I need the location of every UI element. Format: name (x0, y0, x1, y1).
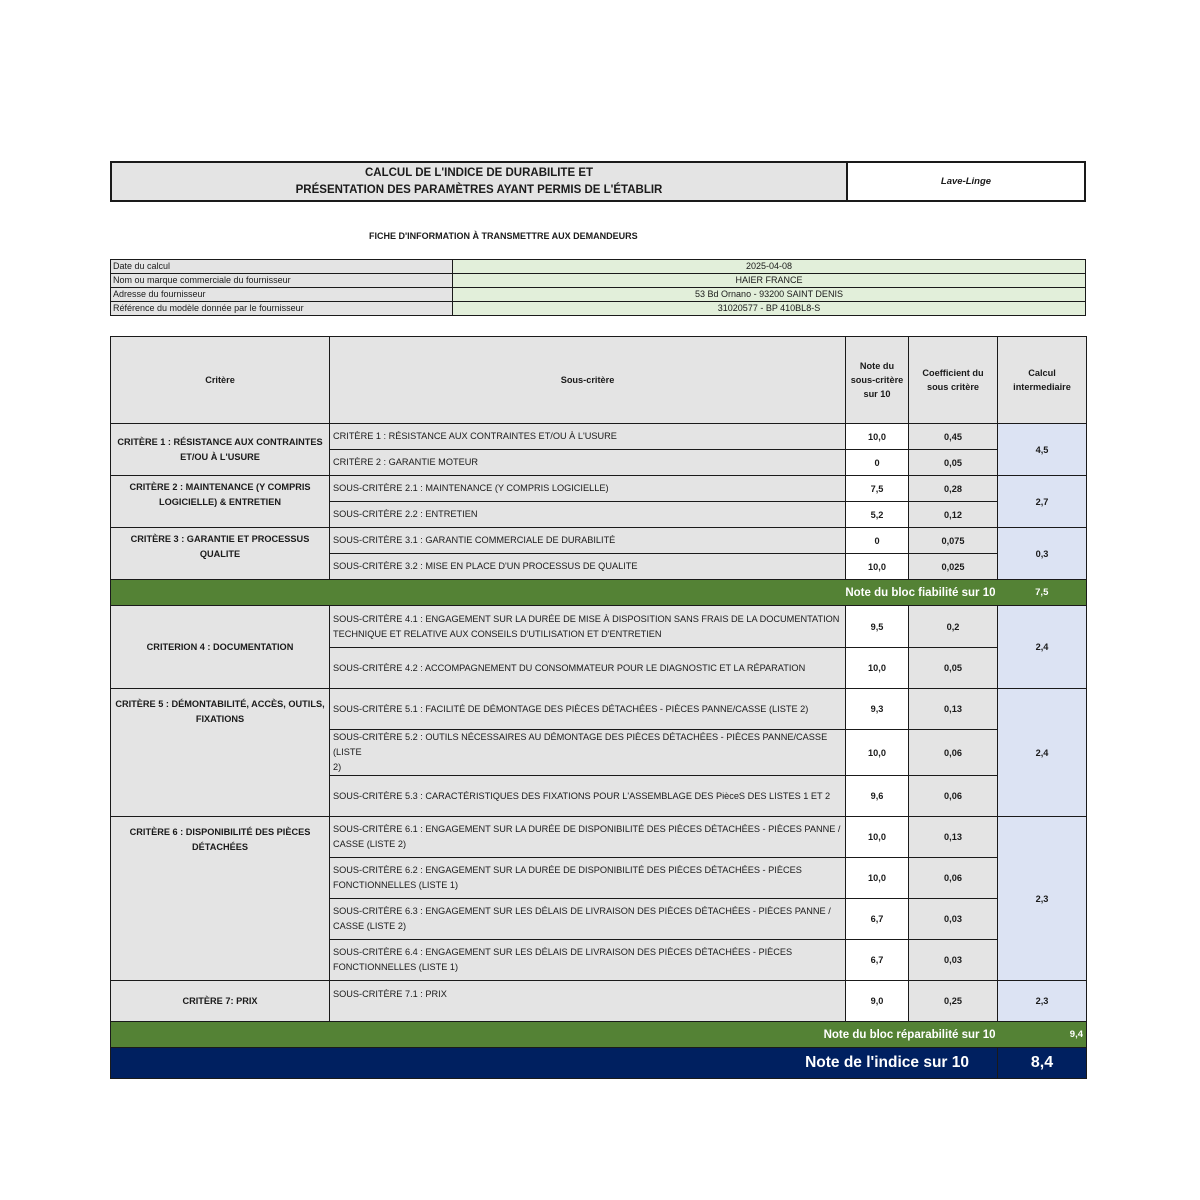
criterion-label-line: CRITÈRE 5 : DÉMONTABILITÉ, ACCÈS, OUTILS, (115, 699, 325, 709)
sub-criterion-note: 9,6 (846, 776, 909, 817)
title-line-1: CALCUL DE L'INDICE DE DURABILITE ET (364, 166, 594, 179)
info-row (111, 260, 1086, 274)
sub-criterion-coef: 0,13 (909, 689, 998, 730)
criterion-4: CRITERION 4 : DOCUMENTATION (111, 606, 330, 689)
sub-criterion-label: SOUS-CRITÈRE 2.1 : MAINTENANCE (Y COMPRIS LOGICIELLE) (330, 476, 846, 502)
sub-criterion-line: FONCTIONNELLES (LISTE 1) (333, 880, 459, 890)
header-sous-critere: Sous-critère (330, 337, 846, 424)
table-row (111, 528, 1087, 554)
info-label: Référence du modèle donnée par le fournisseur (111, 302, 453, 316)
bloc-fiabilite-row (111, 580, 1087, 606)
sub-criterion-label (330, 817, 846, 858)
sub-criterion-label: SOUS-CRITÈRE 3.1 : GARANTIE COMMERCIALE DE DURABILITÉ (330, 528, 846, 554)
sub-criterion-coef: 0,03 (909, 940, 998, 981)
sub-criterion-note: 10,0 (846, 817, 909, 858)
sub-criterion-line: SOUS-CRITÈRE 4.1 : ENGAGEMENT SUR LA DURÉE DE MISE À DISPOSITION SANS FRAIS DE LA DOCUMENTATION (333, 613, 840, 624)
sub-criterion-label: SOUS-CRITÈRE 5.1 : FACILITÉ DE DÉMONTAGE DES PIÈCES DÉTACHÉES - PIÈCES PANNE/CASSE (LISTE 2) (330, 689, 846, 730)
sub-criterion-coef: 0,06 (909, 776, 998, 817)
sub-criterion-label: CRITÈRE 1 : RÉSISTANCE AUX CONTRAINTES ET/OU À L'USURE (330, 424, 846, 450)
indice-value: 8,4 (998, 1048, 1087, 1079)
sub-criterion-coef: 0,06 (909, 858, 998, 899)
info-label: Adresse du fournisseur (111, 288, 453, 302)
title-box (110, 161, 1086, 202)
sub-criterion-line: CASSE (LISTE 2) (333, 921, 407, 931)
table-row (111, 689, 1087, 730)
sub-criterion-label (330, 940, 846, 981)
bloc-reparabilite-value: 9,4 (998, 1022, 1087, 1048)
criterion-2 (111, 476, 330, 528)
sub-criterion-line: FONCTIONNELLES (LISTE 1) (333, 962, 459, 972)
sub-criterion-coef: 0,05 (909, 648, 998, 689)
criterion-calc: 2,3 (998, 981, 1087, 1022)
sub-criterion-coef: 0,06 (909, 730, 998, 776)
sub-criterion-coef: 0,075 (909, 528, 998, 554)
sub-criterion-coef: 0,25 (909, 981, 998, 1022)
header-note-line: sur 10 (863, 389, 891, 399)
info-label: Date du calcul (111, 260, 453, 274)
sub-criterion-label: SOUS-CRITÈRE 3.2 : MISE EN PLACE D'UN PROCESSUS DE QUALITE (330, 554, 846, 580)
table-row (111, 817, 1087, 858)
criterion-label-line: CRITÈRE 3 : GARANTIE ET PROCESSUS (130, 534, 310, 544)
sub-criterion-label (330, 858, 846, 899)
bloc-reparabilite-label: Note du bloc réparabilité sur 10 (111, 1022, 998, 1048)
info-label: Nom ou marque commerciale du fournisseur (111, 274, 453, 288)
sub-criterion-label (330, 606, 846, 648)
criterion-calc: 2,4 (998, 606, 1087, 689)
sub-criterion-note: 6,7 (846, 899, 909, 940)
indice-label: Note de l'indice sur 10 (111, 1048, 998, 1079)
criterion-label-line: CRITÈRE 2 : MAINTENANCE (Y COMPRIS (129, 482, 311, 492)
sub-criterion-note: 0 (846, 450, 909, 476)
document-title (112, 163, 848, 200)
criterion-calc: 2,7 (998, 476, 1087, 528)
title-line-2: PRÉSENTATION DES PARAMÈTRES AYANT PERMIS DE L'ÉTABLIR (295, 183, 663, 196)
header-calc-line: Calcul (1028, 368, 1056, 378)
info-row (111, 288, 1086, 302)
sub-criterion-label: CRITÈRE 2 : GARANTIE MOTEUR (330, 450, 846, 476)
fiche-title: FICHE D'INFORMATION À TRANSMETTRE AUX DEMANDEURS (369, 231, 638, 241)
durability-table (110, 336, 1087, 1079)
criterion-label-line: CRITÈRE 1 : RÉSISTANCE AUX CONTRAINTES (117, 436, 323, 447)
sub-criterion-note: 6,7 (846, 940, 909, 981)
supplier-info-table (110, 259, 1086, 316)
sub-criterion-note: 5,2 (846, 502, 909, 528)
sub-criterion-line: SOUS-CRITÈRE 5.2 : OUTILS NÉCESSAIRES AU DÉMONTAGE DES PIÈCES DÉTACHÉES - PIÈCES PANNE/CASSE (LISTE (333, 732, 828, 757)
sub-criterion-coef: 0,025 (909, 554, 998, 580)
sub-criterion-note: 10,0 (846, 858, 909, 899)
criterion-6 (111, 817, 330, 981)
table-row (111, 424, 1087, 450)
header-critere: Critère (111, 337, 330, 424)
criterion-label-line: QUALITE (199, 549, 241, 559)
criterion-calc: 0,3 (998, 528, 1087, 580)
sub-criterion-coef: 0,2 (909, 606, 998, 648)
table-row (111, 981, 1087, 1022)
bloc-fiabilite-label: Note du bloc fiabilité sur 10 (111, 580, 998, 606)
sub-criterion-label (330, 730, 846, 776)
sub-criterion-line: TECHNIQUE ET RELATIVE AUX CONSEILS D'UTILISATION ET D'ENTRETIEN (333, 628, 662, 639)
header-note-line: Note du (859, 361, 895, 371)
header-calcul (998, 337, 1087, 424)
header-note (846, 337, 909, 424)
header-calc-line: intermediaire (1013, 382, 1071, 392)
sub-criterion-line: SOUS-CRITÈRE 6.2 : ENGAGEMENT SUR LA DURÉE DE DISPONIBILITÉ DES PIÈCES DÉTACHÉES - PIÈCES (333, 865, 802, 875)
sub-criterion-line: SOUS-CRITÈRE 6.1 : ENGAGEMENT SUR LA DURÉE DE DISPONIBILITÉ DES PIÈCES DÉTACHÉES - PIÈCES PANNE / (333, 824, 841, 834)
sub-criterion-coef: 0,13 (909, 817, 998, 858)
table-row (111, 476, 1087, 502)
sub-criterion-note: 10,0 (846, 424, 909, 450)
bloc-fiabilite-value: 7,5 (998, 580, 1087, 606)
sub-criterion-coef: 0,45 (909, 424, 998, 450)
product-type: Lave-Linge (940, 176, 992, 187)
header-note-line: sous-critère (850, 375, 904, 385)
sub-criterion-line: CASSE (LISTE 2) (333, 839, 407, 849)
header-coef-line: sous critère (926, 382, 980, 392)
sub-criterion-note: 9,5 (846, 606, 909, 648)
sub-criterion-coef: 0,12 (909, 502, 998, 528)
sub-criterion-label: SOUS-CRITÈRE 7.1 : PRIX (330, 981, 846, 1022)
sub-criterion-coef: 0,28 (909, 476, 998, 502)
sub-criterion-note: 9,0 (846, 981, 909, 1022)
criterion-calc: 2,4 (998, 689, 1087, 817)
sub-criterion-note: 9,3 (846, 689, 909, 730)
info-row (111, 302, 1086, 316)
sub-criterion-coef: 0,05 (909, 450, 998, 476)
table-row (111, 606, 1087, 648)
sub-criterion-note: 7,5 (846, 476, 909, 502)
sub-criterion-label: SOUS-CRITÈRE 4.2 : ACCOMPAGNEMENT DU CONSOMMATEUR POUR LE DIAGNOSTIC ET LA RÉPARATION (330, 648, 846, 689)
criterion-label-line: CRITÈRE 6 : DISPONIBILITÉ DES PIÈCES (129, 827, 311, 837)
info-value: 31020577 - BP 410BL8-S (453, 302, 1086, 316)
info-value: 2025-04-08 (453, 260, 1086, 274)
criterion-label-line: DÉTACHÉES (192, 842, 248, 852)
indice-row (111, 1048, 1087, 1079)
sub-criterion-line: SOUS-CRITÈRE 6.4 : ENGAGEMENT SUR LES DÉLAIS DE LIVRAISON DES PIÈCES DÉTACHÉES - PIÈCES (333, 947, 793, 957)
info-row (111, 274, 1086, 288)
sub-criterion-coef: 0,03 (909, 899, 998, 940)
sub-criterion-note: 0 (846, 528, 909, 554)
table-header-row (111, 337, 1087, 424)
criterion-label-line: ET/OU À L'USURE (180, 451, 260, 462)
criterion-calc: 4,5 (998, 424, 1087, 476)
criterion-calc: 2,3 (998, 817, 1087, 981)
criterion-3 (111, 528, 330, 580)
criterion-label-line: LOGICIELLE) & ENTRETIEN (159, 497, 281, 507)
criterion-1 (111, 424, 330, 476)
info-value: 53 Bd Ornano - 93200 SAINT DENIS (453, 288, 1086, 302)
sub-criterion-line: 2) (333, 762, 342, 772)
sub-criterion-note: 10,0 (846, 554, 909, 580)
criterion-5 (111, 689, 330, 817)
sub-criterion-label (330, 899, 846, 940)
criterion-label-line: FIXATIONS (195, 714, 245, 724)
criterion-7: CRITÈRE 7: PRIX (111, 981, 330, 1022)
sub-criterion-note: 10,0 (846, 648, 909, 689)
header-coef-line: Coefficient du (922, 368, 984, 378)
sub-criterion-label: SOUS-CRITÈRE 2.2 : ENTRETIEN (330, 502, 846, 528)
header-coefficient (909, 337, 998, 424)
sub-criterion-line: SOUS-CRITÈRE 6.3 : ENGAGEMENT SUR LES DÉLAIS DE LIVRAISON DES PIÈCES DÉTACHÉES - PIÈCES PANNE / (333, 906, 831, 916)
sub-criterion-note: 10,0 (846, 730, 909, 776)
bloc-reparabilite-row (111, 1022, 1087, 1048)
info-value: HAIER FRANCE (453, 274, 1086, 288)
sub-criterion-label: SOUS-CRITÈRE 5.3 : CARACTÉRISTIQUES DES FIXATIONS POUR L'ASSEMBLAGE DES PièceS DES LISTES 1 ET 2 (330, 776, 846, 817)
